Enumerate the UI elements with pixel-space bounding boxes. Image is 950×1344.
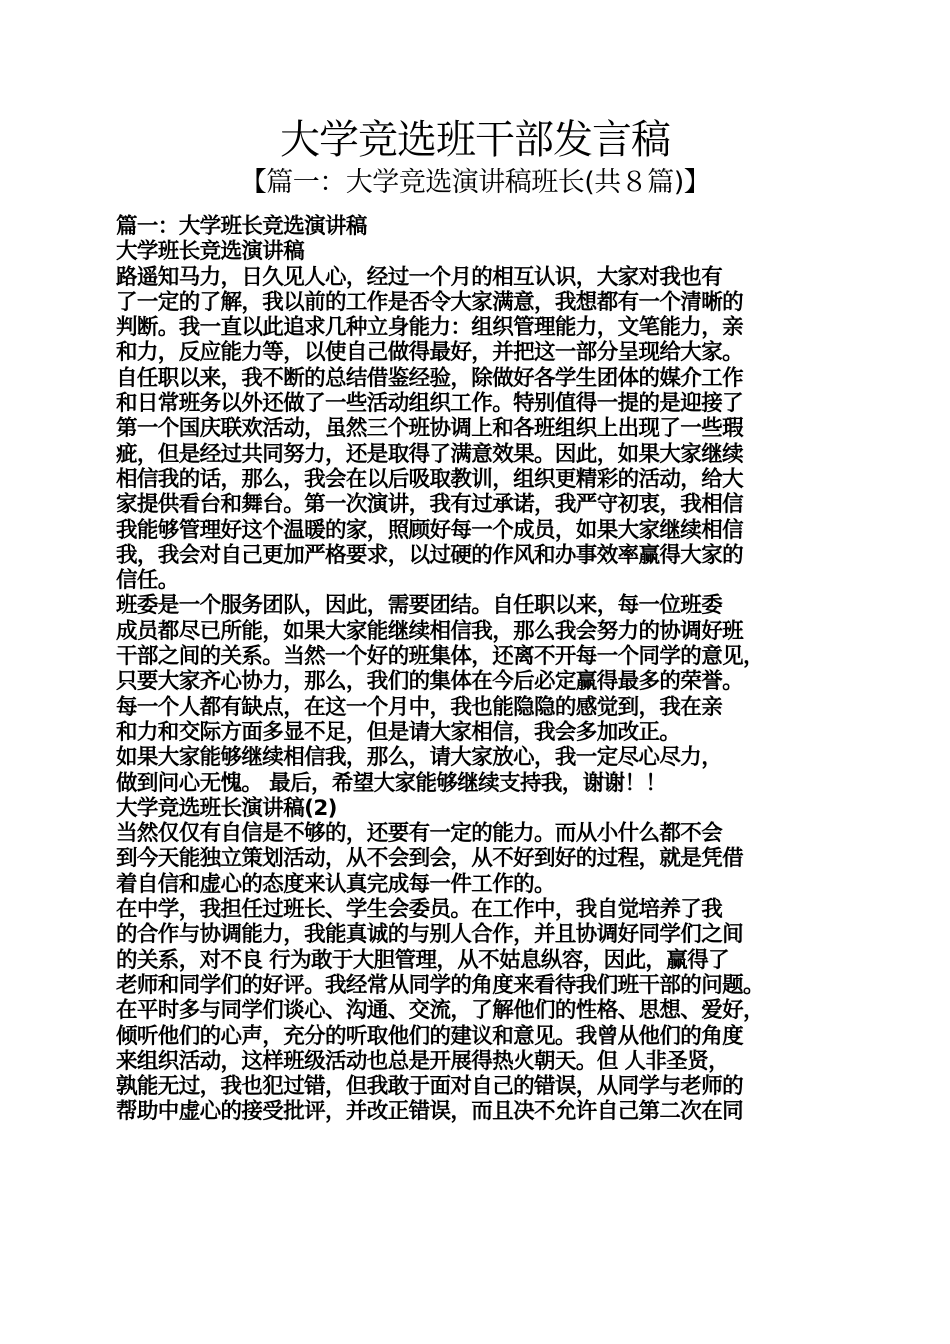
document-body <box>116 214 846 1125</box>
paragraph-line: 做到问心无愧。 最后，希望大家能够继续支持我，谢谢！！ <box>116 770 667 796</box>
paragraph-line: 帮助中虚心的接受批评，并改正错误，而且决不允许自己第二次在同 <box>116 1099 744 1125</box>
paragraph-line: 的关系，对不良 行为敢于大胆管理，从不姑息纵容，因此，赢得了 <box>116 947 729 973</box>
paragraph-line: 孰能无过，我也犯过错，但我敢于面对自己的错误，从同学与老师的 <box>116 1074 744 1100</box>
paragraph-line: 和力，反应能力等，以使自己做得最好，并把这一部分呈现给大家。 <box>116 340 744 366</box>
paragraph-line: 家提供看台和舞台。第一次演讲，我有过承诺，我严守初衷，我相信 <box>116 492 744 518</box>
paragraph-line: 的合作与协调能力，我能真诚的与别人合作，并且协调好同学们之间 <box>116 922 744 948</box>
paragraph-line: 和日常班务以外还做了一些活动组织工作。特别值得一提的是迎接了 <box>116 391 744 417</box>
paragraph-line: 老师和同学们的好评。我经常从同学的角度来看待我们班干部的问题。 <box>116 972 764 998</box>
section-heading: 大学竞选班长演讲稿(2) <box>116 795 337 821</box>
paragraph-line: 判断。我一直以此追求几种立身能力：组织管理能力，文笔能力，亲 <box>116 315 744 341</box>
paragraph-line: 第一个国庆联欢活动，虽然三个班协调上和各班组织上出现了一些瑕 <box>116 416 744 442</box>
paragraph-line: 相信我的话，那么，我会在以后吸取教训，组织更精彩的活动，给大 <box>116 466 744 492</box>
paragraph-line: 着自信和虚心的态度来认真完成每一件工作的。 <box>116 871 555 897</box>
paragraph-line: 到今天能独立策划活动，从不会到会，从不好到好的过程，就是凭借 <box>116 846 744 872</box>
paragraph-line: 每一个人都有缺点，在这一个月中，我也能隐隐的感觉到，我在亲 <box>116 694 723 720</box>
paragraph-line: 和力和交际方面多显不足，但是请大家相信，我会多加改正。 <box>116 719 681 745</box>
paragraph-line: 自任职以来，我不断的总结借鉴经验，除做好各学生团体的媒介工作 <box>116 365 744 391</box>
paragraph-line: 班委是一个服务团队，因此，需要团结。自任职以来，每一位班委 <box>116 593 723 619</box>
paragraph-line: 在中学，我担任过班长、学生会委员。在工作中，我自觉培养了我 <box>116 897 723 923</box>
paragraph-line: 疵，但是经过共同努力，还是取得了满意效果。因此，如果大家继续 <box>116 441 744 467</box>
paragraph-line: 干部之间的关系。当然一个好的班集体，还离不开每一个同学的意见， <box>116 644 764 670</box>
paragraph-line: 来组织活动，这样班级活动也总是开展得热火朝天。但 人非圣贤， <box>116 1048 729 1074</box>
paragraph-line: 如果大家能够继续相信我，那么，请大家放心，我一定尽心尽力， <box>116 745 723 771</box>
document-subtitle: 【篇一：大学竞选演讲稿班长(共８篇)】 <box>239 167 711 198</box>
paragraph-line: 信任。 <box>116 568 179 594</box>
section-heading: 大学班长竞选演讲稿 <box>116 239 305 265</box>
paragraph-line: 倾听他们的心声，充分的听取他们的建议和意见。我曾从他们的角度 <box>116 1023 744 1049</box>
paragraph-line: 只要大家齐心协力，那么，我们的集体在今后必定赢得最多的荣誉。 <box>116 669 744 695</box>
paragraph-line: 我能够管理好这个温暖的家，照顾好每一个成员，如果大家继续相信 <box>116 517 744 543</box>
paragraph-line: 路遥知马力，日久见人心，经过一个月的相互认识，大家对我也有 <box>116 264 723 290</box>
paragraph-line: 在平时多与同学们谈心、沟通、交流，了解他们的性格、思想、爱好， <box>116 998 764 1024</box>
paragraph-line: 成员都尽已所能，如果大家能继续相信我，那么我会努力的协调好班 <box>116 618 744 644</box>
document-title: 大学竞选班干部发言稿 <box>280 117 670 163</box>
paragraph-line: 我，我会对自己更加严格要求，以过硬的作风和办事效率赢得大家的 <box>116 542 744 568</box>
paragraph-line: 了一定的了解，我以前的工作是否令大家满意，我想都有一个清晰的 <box>116 289 744 315</box>
paragraph-line: 当然仅仅有自信是不够的，还要有一定的能力。而从小什么都不会 <box>116 821 723 847</box>
section-heading: 篇一：大学班长竞选演讲稿 <box>116 214 367 239</box>
